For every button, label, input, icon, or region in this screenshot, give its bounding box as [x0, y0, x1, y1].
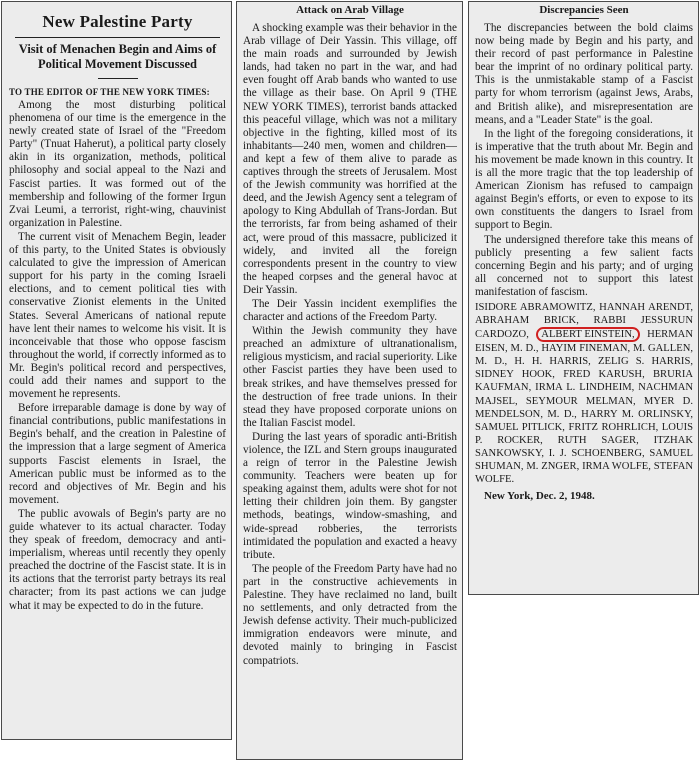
paragraph: Within the Jewish community they have preached an admixture of ultranationalism, religious mysticism, and racial superiority. Like other Fascist parties they have been used to break strikes, and have themselves pressed for the destruction of free trade unions. In their stead they have proposed corporate unions on the Italian Fascist model.: [243, 325, 457, 429]
signatories: [475, 301, 693, 486]
paragraph: The current visit of Menachem Begin, leader of this party, to the United States is obviously calculated to give the impression of American support for his party in the coming Israeli elections, and to cement political ties with conservative Zionist elements in the United States. Several Americans of national repute have lent their names to welcome his visit. It is inconceivable that those who oppose fascism throughout the world, if correctly informed as to Mr. Begin's political record and perspectives, could add their names and support to the movement he represents.: [9, 230, 226, 401]
paragraph: The undersigned therefore take this means of publicly presenting a few salient facts concerning Begin and his party; and of urging all concerned not to support this latest manifestation of fascism.: [475, 233, 693, 298]
section-heading: Attack on Arab Village: [296, 4, 404, 16]
paragraph: In the light of the foregoing considerations, it is imperative that the truth about Mr. Begin and his movement be made known in this country. It is all the more tragic that the top leadership of American Zionism has refused to campaign against Begin's efforts, or even to expose to its own constituents the dangers to Israel from support to Begin.: [475, 127, 693, 232]
clipping-column-3: [468, 1, 699, 595]
salutation: TO THE EDITOR OF THE NEW YORK TIMES:: [9, 87, 210, 97]
headline-rule: [15, 37, 220, 38]
paragraph: Among the most disturbing political phenomena of our time is the emergence in the newly created state of Israel of the "Freedom Party" (Tnuat Haherut), a political party closely akin in its organization, methods, political philosophy and social appeal to the Nazi and Fascist parties. It was formed out of the membership and following of the former Irgun Zvai Leumi, a terrorist, right-wing, chauvinist organization in Palestine.: [9, 99, 226, 229]
dateline: New York, Dec. 2, 1948.: [484, 490, 595, 503]
clipping-column-1: [1, 1, 232, 740]
paragraph: The public avowals of Begin's party are no guide whatever to its actual character. Today they speak of freedom, democracy and anti-imperialism, whereas until recently they openly preached the doctrine of the Fascist state. It is in its actions that the terrorist party betrays its real character; from its past actions we can judge what it may be expected to do in the future.: [9, 507, 226, 612]
signers-before: ISIDORE ABRAMOWITZ, HANNAH ARENDT, ABRAHAM BRICK, RABBI JESSURUN CARDOZO,: [475, 301, 693, 341]
subhead: Visit of Menachen Begin and Aims of Political Movement Discussed: [18, 42, 217, 71]
circled-signer-name: ALBERT EINSTEIN,: [536, 327, 639, 342]
section-heading: Discrepancies Seen: [539, 4, 629, 16]
section-rule: [335, 18, 365, 19]
section-rule: [569, 18, 599, 19]
paragraph: The discrepancies between the bold claims now being made by Begin and his party, and their record of past performance in Palestine bear the imprint of no ordinary political party. This is the unmistakable stamp of a Fascist party for whom terrorism (against Jews, Arabs, and British alike), and misrepresentation are means, and a "Leader State" is the goal.: [475, 22, 693, 126]
paragraph: The people of the Freedom Party have had no part in the constructive achievements in Palestine. They have reclaimed no land, built no settlements, and only detracted from the Jewish defense activity. Their much-publicized immigration endeavors were minute, and devoted mainly to bringing in Fascist compatriots.: [243, 562, 457, 667]
clipping-column-2: [236, 1, 463, 760]
signers-after: HERMAN EISEN, M. D., HAYIM FINEMAN, M. GALLEN, M. D., H. H. HARRIS, ZELIG S. HARRIS, SIDNEY HOOK, FRED KARUSH, BRURIA KAUFMAN, IRMA L. LINDHEIM, NACHMAN MAJSEL, SEYMOUR MELMAN, MYER D. MENDELSON, M. D., HARRY M. ORLINSKY, SAMUEL PITLICK, FRITZ ROHRLICH, LOUIS P. ROCKER, RUTH SAGER, ITZHAK SANKOWSKY, I. J. SCHOENBERG, SAMUEL SHUMAN, M. ZNGER, IRMA WOLFE, STEFAN WOLFE.: [475, 329, 693, 486]
paragraph: A shocking example was their behavior in the Arab village of Deir Yassin. This village, off the main roads and surrounded by Jewish lands, had taken no part in the war, and had even fought off Arab bands who wanted to use the village as their base. On April 9 (THE NEW YORK TIMES), terrorist bands attacked this peaceful village, which was not a military objective in the fighting, killed most of its inhabitants—240 men, women and children—and kept a few of them alive to parade as captives through the streets of Jerusalem. Most of the Jewish community was horrified at the deed, and the Jewish Agency sent a telegram of apology to King Abdullah of Trans-Jordan. But the terrorists, far from being ashamed of their act, were proud of this massacre, publicized it widely, and invited all the foreign correspondents present in the country to view the heaped corpses and the general havoc at Deir Yassin.: [243, 22, 457, 296]
headline: New Palestine Party: [42, 12, 193, 31]
paragraph: The Deir Yassin incident exemplifies the character and actions of the Freedom Party.: [243, 297, 457, 324]
paragraph: During the last years of sporadic anti-British violence, the IZL and Stern groups inaugurated a reign of terror in the Palestine Jewish community. Teachers were beaten up for speaking against them, adults were shot for not letting their children join them. By gangster methods, beatings, window-smashing, and wide-spread robberies, the terrorists intimidated the population and exacted a heavy tribute.: [243, 430, 457, 561]
subhead-rule: [98, 78, 138, 79]
paragraph: Before irreparable damage is done by way of financial contributions, public manifestations in Begin's behalf, and the creation in Palestine of the impression that a large segment of America supports Fascist elements in Israel, the American public must be informed as to the record and objectives of Mr. Begin and his movement.: [9, 402, 226, 506]
